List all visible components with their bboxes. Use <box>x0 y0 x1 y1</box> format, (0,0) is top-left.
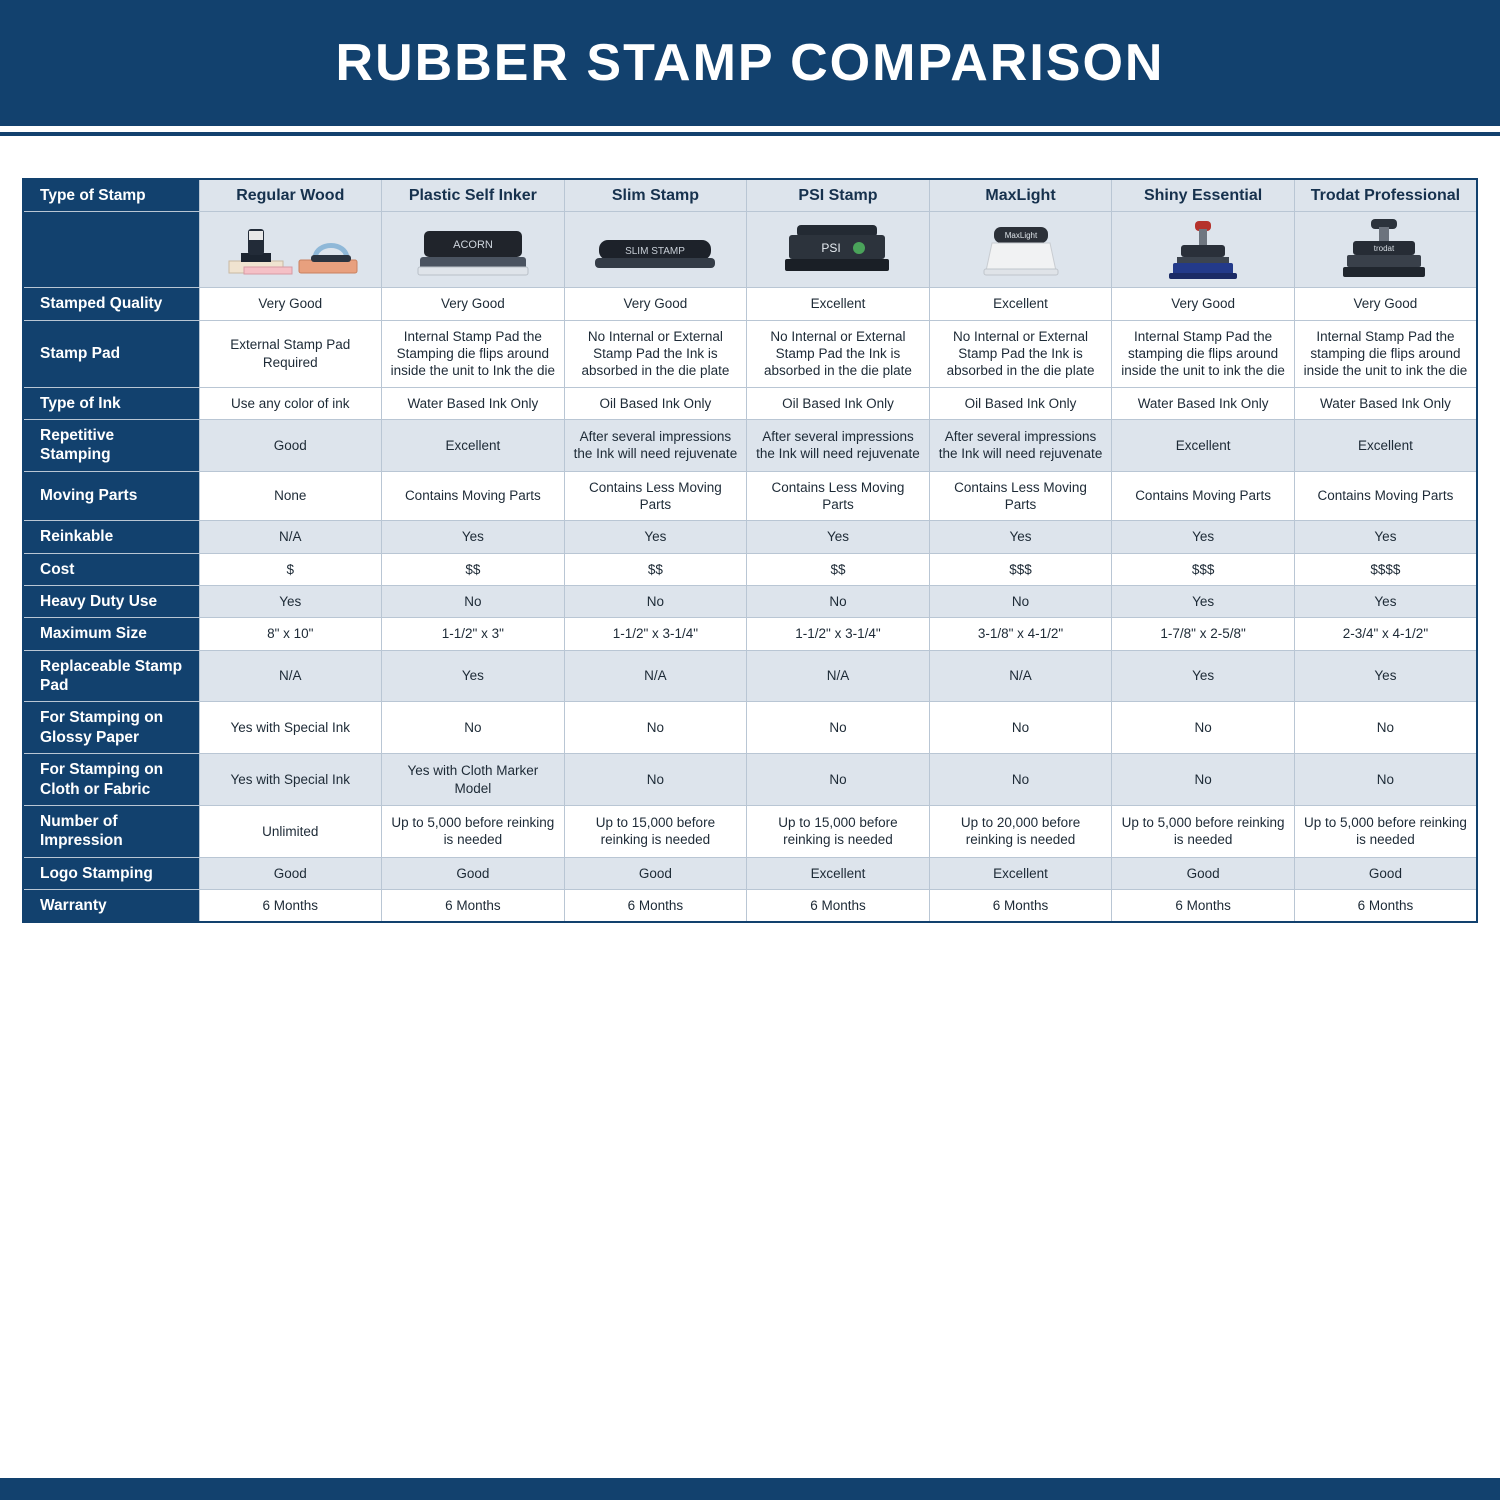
cell-14-0: 6 Months <box>199 890 382 923</box>
cell-8-1: 1-1/2" x 3" <box>382 618 565 650</box>
cell-11-5: No <box>1112 754 1295 806</box>
maxlight-stamp-icon <box>966 217 1076 283</box>
row-header-type-of-stamp: Type of Stamp <box>23 179 199 212</box>
table-row-14 <box>23 890 1477 923</box>
table-row-1 <box>23 320 1477 387</box>
cell-7-5: Yes <box>1112 585 1295 617</box>
slim-stamp-icon <box>585 220 725 280</box>
cell-10-4: No <box>929 702 1112 754</box>
cell-6-3: $$ <box>747 553 930 585</box>
row-label-13: Logo Stamping <box>23 857 199 889</box>
cell-2-0: Use any color of ink <box>199 387 382 419</box>
cell-8-6: 2-3/4" x 4-1/2" <box>1294 618 1477 650</box>
cell-11-3: No <box>747 754 930 806</box>
column-header-1: Plastic Self Inker <box>382 179 565 212</box>
cell-13-3: Excellent <box>747 857 930 889</box>
cell-7-0: Yes <box>199 585 382 617</box>
row-label-10: For Stamping on Glossy Paper <box>23 702 199 754</box>
cell-6-4: $$$ <box>929 553 1112 585</box>
cell-12-4: Up to 20,000 before reinking is needed <box>929 805 1112 857</box>
cell-9-4: N/A <box>929 650 1112 702</box>
cell-2-1: Water Based Ink Only <box>382 387 565 419</box>
row-label-4: Moving Parts <box>23 471 199 521</box>
cell-6-2: $$ <box>564 553 747 585</box>
table-head <box>23 179 1477 288</box>
cell-8-0: 8" x 10" <box>199 618 382 650</box>
trodat-professional-stamp-icon <box>1325 215 1445 285</box>
cell-11-4: No <box>929 754 1112 806</box>
cell-9-5: Yes <box>1112 650 1295 702</box>
cell-7-3: No <box>747 585 930 617</box>
comparison-table-wrap <box>0 136 1500 923</box>
table-row-5 <box>23 521 1477 553</box>
column-header-3: PSI Stamp <box>747 179 930 212</box>
cell-8-3: 1-1/2" x 3-1/4" <box>747 618 930 650</box>
product-image-cell-6 <box>1294 212 1477 288</box>
table-row-8 <box>23 618 1477 650</box>
cell-0-0: Very Good <box>199 288 382 320</box>
cell-14-3: 6 Months <box>747 890 930 923</box>
cell-8-2: 1-1/2" x 3-1/4" <box>564 618 747 650</box>
cell-7-2: No <box>564 585 747 617</box>
cell-14-6: 6 Months <box>1294 890 1477 923</box>
cell-10-6: No <box>1294 702 1477 754</box>
cell-0-1: Very Good <box>382 288 565 320</box>
cell-0-3: Excellent <box>747 288 930 320</box>
cell-12-2: Up to 15,000 before reinking is needed <box>564 805 747 857</box>
cell-4-6: Contains Moving Parts <box>1294 471 1477 521</box>
cell-2-3: Oil Based Ink Only <box>747 387 930 419</box>
table-row-6 <box>23 553 1477 585</box>
row-label-7: Heavy Duty Use <box>23 585 199 617</box>
cell-9-2: N/A <box>564 650 747 702</box>
shiny-essential-stamp-icon <box>1155 215 1251 285</box>
table-row-9 <box>23 650 1477 702</box>
cell-1-6: Internal Stamp Pad the stamping die flips around inside the unit to ink the die <box>1294 320 1477 387</box>
cell-5-4: Yes <box>929 521 1112 553</box>
cell-10-5: No <box>1112 702 1295 754</box>
comparison-table <box>22 178 1478 923</box>
wood-stamp-icon <box>215 217 365 283</box>
svg-text:SLIM STAMP: SLIM STAMP <box>625 245 686 257</box>
row-label-0: Stamped Quality <box>23 288 199 320</box>
svg-text:ACORN: ACORN <box>452 238 493 251</box>
cell-1-3: No Internal or External Stamp Pad the Ink is absorbed in the die plate <box>747 320 930 387</box>
row-label-9: Replaceable Stamp Pad <box>23 650 199 702</box>
table-row-2 <box>23 387 1477 419</box>
cell-4-2: Contains Less Moving Parts <box>564 471 747 521</box>
svg-text:PSI: PSI <box>821 240 841 255</box>
cell-13-1: Good <box>382 857 565 889</box>
cell-10-0: Yes with Special Ink <box>199 702 382 754</box>
row-header-spacer <box>23 212 199 288</box>
cell-3-1: Excellent <box>382 419 565 471</box>
cell-3-4: After several impressions the Ink will need rejuvenate <box>929 419 1112 471</box>
column-header-4: MaxLight <box>929 179 1112 212</box>
cell-14-1: 6 Months <box>382 890 565 923</box>
cell-1-0: External Stamp Pad Required <box>199 320 382 387</box>
row-label-11: For Stamping on Cloth or Fabric <box>23 754 199 806</box>
cell-13-6: Good <box>1294 857 1477 889</box>
cell-5-5: Yes <box>1112 521 1295 553</box>
table-row-4 <box>23 471 1477 521</box>
table-row-7 <box>23 585 1477 617</box>
row-label-14: Warranty <box>23 890 199 923</box>
cell-4-0: None <box>199 471 382 521</box>
cell-13-5: Good <box>1112 857 1295 889</box>
cell-0-5: Very Good <box>1112 288 1295 320</box>
cell-7-6: Yes <box>1294 585 1477 617</box>
plastic-self-inker-icon <box>408 217 538 283</box>
cell-1-4: No Internal or External Stamp Pad the Ink is absorbed in the die plate <box>929 320 1112 387</box>
cell-0-2: Very Good <box>564 288 747 320</box>
cell-11-6: No <box>1294 754 1477 806</box>
table-row-12 <box>23 805 1477 857</box>
cell-5-2: Yes <box>564 521 747 553</box>
cell-12-5: Up to 5,000 before reinking is needed <box>1112 805 1295 857</box>
cell-0-6: Very Good <box>1294 288 1477 320</box>
cell-6-6: $$$$ <box>1294 553 1477 585</box>
cell-2-2: Oil Based Ink Only <box>564 387 747 419</box>
row-label-3: Repetitive Stamping <box>23 419 199 471</box>
table-body <box>23 288 1477 923</box>
cell-9-6: Yes <box>1294 650 1477 702</box>
cell-14-2: 6 Months <box>564 890 747 923</box>
cell-2-6: Water Based Ink Only <box>1294 387 1477 419</box>
cell-5-3: Yes <box>747 521 930 553</box>
row-label-2: Type of Ink <box>23 387 199 419</box>
cell-11-2: No <box>564 754 747 806</box>
cell-9-3: N/A <box>747 650 930 702</box>
column-header-row <box>23 179 1477 212</box>
cell-9-0: N/A <box>199 650 382 702</box>
cell-10-1: No <box>382 702 565 754</box>
row-label-6: Cost <box>23 553 199 585</box>
cell-4-3: Contains Less Moving Parts <box>747 471 930 521</box>
table-row-0 <box>23 288 1477 320</box>
cell-4-4: Contains Less Moving Parts <box>929 471 1112 521</box>
cell-1-1: Internal Stamp Pad the Stamping die flips around inside the unit to Ink the die <box>382 320 565 387</box>
cell-14-5: 6 Months <box>1112 890 1295 923</box>
page-footer <box>0 1478 1500 1500</box>
cell-6-5: $$$ <box>1112 553 1295 585</box>
cell-7-4: No <box>929 585 1112 617</box>
page-title: RUBBER STAMP COMPARISON <box>335 34 1165 92</box>
cell-4-1: Contains Moving Parts <box>382 471 565 521</box>
column-header-6: Trodat Professional <box>1294 179 1477 212</box>
cell-12-1: Up to 5,000 before reinking is needed <box>382 805 565 857</box>
product-image-cell-3 <box>747 212 930 288</box>
cell-8-4: 3-1/8" x 4-1/2" <box>929 618 1112 650</box>
cell-6-1: $$ <box>382 553 565 585</box>
cell-11-1: Yes with Cloth Marker Model <box>382 754 565 806</box>
cell-3-5: Excellent <box>1112 419 1295 471</box>
cell-9-1: Yes <box>382 650 565 702</box>
cell-5-1: Yes <box>382 521 565 553</box>
cell-8-5: 1-7/8" x 2-5/8" <box>1112 618 1295 650</box>
row-label-1: Stamp Pad <box>23 320 199 387</box>
cell-12-6: Up to 5,000 before reinking is needed <box>1294 805 1477 857</box>
table-row-3 <box>23 419 1477 471</box>
product-image-cell-4 <box>929 212 1112 288</box>
product-image-cell-1 <box>382 212 565 288</box>
row-label-12: Number of Impression <box>23 805 199 857</box>
page-header <box>0 0 1500 126</box>
cell-12-3: Up to 15,000 before reinking is needed <box>747 805 930 857</box>
cell-1-2: No Internal or External Stamp Pad the Ink is absorbed in the die plate <box>564 320 747 387</box>
cell-5-0: N/A <box>199 521 382 553</box>
column-header-5: Shiny Essential <box>1112 179 1295 212</box>
svg-text:MaxLight: MaxLight <box>1004 230 1037 240</box>
cell-0-4: Excellent <box>929 288 1112 320</box>
cell-10-3: No <box>747 702 930 754</box>
cell-1-5: Internal Stamp Pad the stamping die flips around inside the unit to ink the die <box>1112 320 1295 387</box>
cell-3-3: After several impressions the Ink will need rejuvenate <box>747 419 930 471</box>
cell-13-0: Good <box>199 857 382 889</box>
cell-10-2: No <box>564 702 747 754</box>
product-image-cell-5 <box>1112 212 1295 288</box>
cell-2-4: Oil Based Ink Only <box>929 387 1112 419</box>
column-header-2: Slim Stamp <box>564 179 747 212</box>
psi-stamp-icon <box>773 217 903 283</box>
product-image-row <box>23 212 1477 288</box>
cell-14-4: 6 Months <box>929 890 1112 923</box>
cell-12-0: Unlimited <box>199 805 382 857</box>
cell-3-2: After several impressions the Ink will need rejuvenate <box>564 419 747 471</box>
product-image-cell-0 <box>199 212 382 288</box>
row-label-8: Maximum Size <box>23 618 199 650</box>
product-image-cell-2 <box>564 212 747 288</box>
cell-3-0: Good <box>199 419 382 471</box>
row-label-5: Reinkable <box>23 521 199 553</box>
cell-4-5: Contains Moving Parts <box>1112 471 1295 521</box>
table-row-11 <box>23 754 1477 806</box>
cell-3-6: Excellent <box>1294 419 1477 471</box>
cell-13-4: Excellent <box>929 857 1112 889</box>
cell-11-0: Yes with Special Ink <box>199 754 382 806</box>
cell-6-0: $ <box>199 553 382 585</box>
cell-2-5: Water Based Ink Only <box>1112 387 1295 419</box>
table-row-10 <box>23 702 1477 754</box>
svg-text:trodat: trodat <box>1374 243 1395 253</box>
cell-13-2: Good <box>564 857 747 889</box>
cell-7-1: No <box>382 585 565 617</box>
table-row-13 <box>23 857 1477 889</box>
column-header-0: Regular Wood <box>199 179 382 212</box>
cell-5-6: Yes <box>1294 521 1477 553</box>
